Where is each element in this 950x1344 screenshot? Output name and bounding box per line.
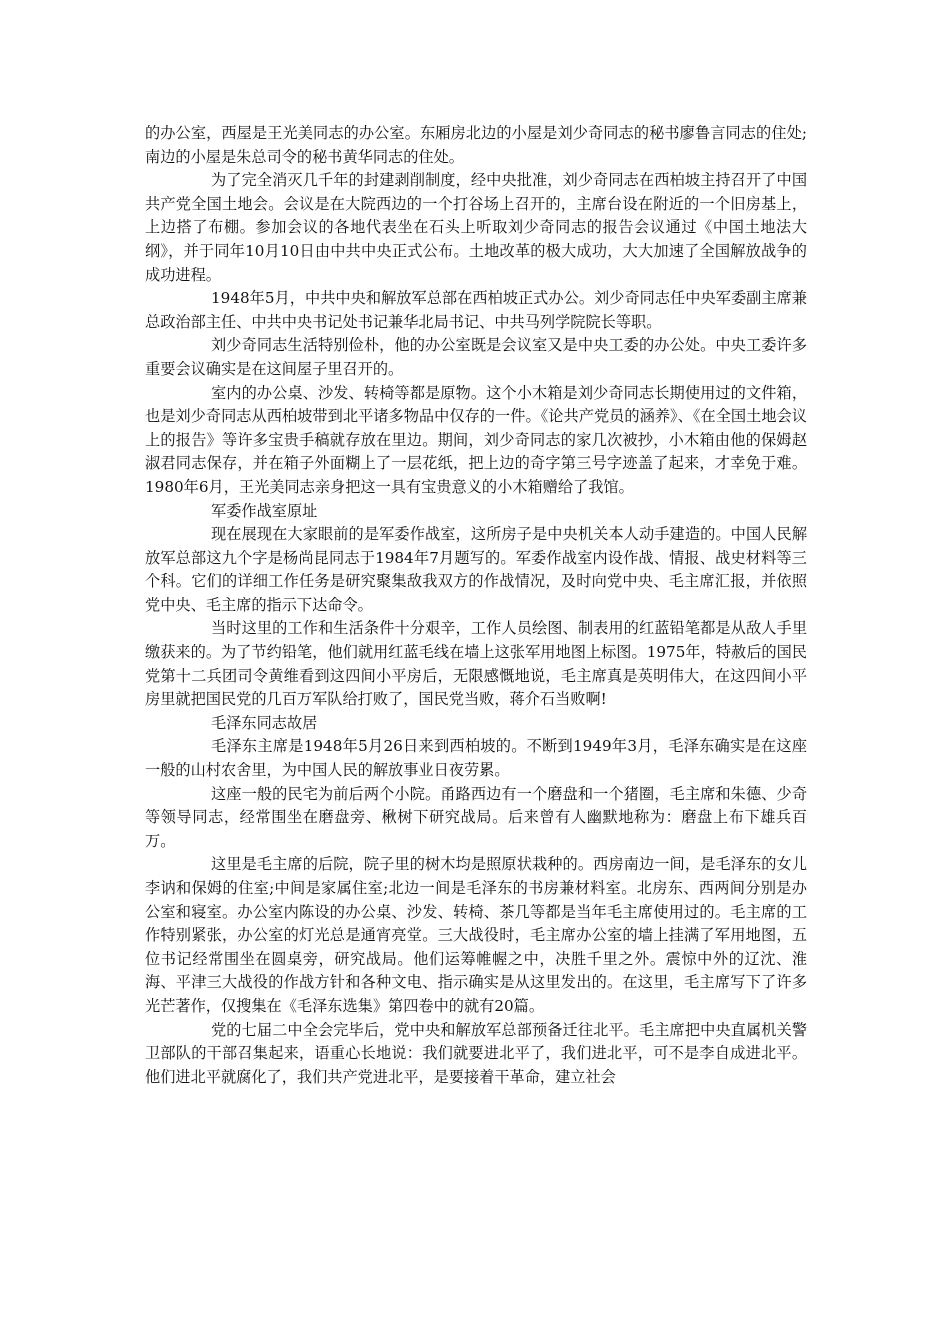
- paragraph-4: 刘少奇同志生活特别俭朴，他的办公室既是会议室又是中央工委的办公处。中央工委许多重要会议确实是在这间屋子里召开的。: [145, 336, 807, 378]
- paragraph-3: 1948年5月，中共中央和解放军总部在西柏坡正式办公。刘少奇同志任中央军委副主席兼总政治部主任、中共中央书记处书记兼华北局书记、中共马列学院院长等职。: [145, 289, 807, 331]
- paragraph-1: 的办公室，西屋是王光美同志的办公室。东厢房北边的小屋是刘少奇同志的秘书廖鲁言同志的住处;南边的小屋是朱总司令的秘书黄华同志的住处。: [145, 124, 807, 166]
- document-body: [145, 122, 807, 1089]
- section-heading-war-room: 军委作战室原址: [211, 501, 318, 520]
- paragraph-6: 现在展现在大家眼前的是军委作战室，这所房子是中央机关本人动手建造的。中国人民解放军总部这九个字是杨尚昆同志于1984年7月题写的。军委作战室内设作战、情报、战史材料等三个科。它们的详细工作任务是研究聚集敌我双方的作战情况，及时向党中央、毛主席汇报，并依照党中央、毛主席的指示下达命令。: [145, 525, 807, 614]
- paragraph-10: 这里是毛主席的后院，院子里的树木均是照原状栽种的。西房南边一间，是毛泽东的女儿李讷和保姆的住室;中间是家属住室;北边一间是毛泽东的书房兼材料室。北房东、西两间分别是办公室和寝室。办公室内陈设的办公桌、沙发、转椅、茶几等都是当年毛主席使用过的。毛主席的工作特别紧张，办公室的灯光总是通宵亮堂。三大战役时，毛主席办公室的墙上挂满了军用地图，五位书记经常围坐在圆桌旁，研究战局。他们运筹帷幄之中，决胜千里之外。震惊中外的辽沈、淮海、平津三大战役的作战方针和各种文电、指示确实是从这里发出的。在这里，毛主席写下了许多光芒著作，仅搜集在《毛泽东选集》第四卷中的就有20篇。: [145, 855, 807, 1015]
- section-heading-mao-residence: 毛泽东同志故居: [211, 713, 318, 732]
- paragraph-9: 这座一般的民宅为前后两个小院。甬路西边有一个磨盘和一个猪圈，毛主席和朱德、少奇等领导同志，经常围坐在磨盘旁、楸树下研究战局。后来曾有人幽默地称为：磨盘上布下雄兵百万。: [145, 784, 807, 850]
- paragraph-11: 党的七届二中全会完毕后，党中央和解放军总部预备迁往北平。毛主席把中央直属机关警卫部队的干部召集起来，语重心长地说：我们就要进北平了，我们进北平，可不是李自成进北平。他们进北平就腐化了，我们共产党进北平，是要接着干革命，建立社会: [145, 1020, 807, 1086]
- paragraph-2: 为了完全消灭几千年的封建剥削制度，经中央批准，刘少奇同志在西柏坡主持召开了中国共产党全国土地会。会议是在大院西边的一个打谷场上召开的，主席台设在附近的一个旧房基上，上边搭了布棚。参加会议的各地代表坐在石头上听取刘少奇同志的报告会议通过《中国土地法大纲》，并于同年10月10日由中共中央正式公布。土地改革的极大成功，大大加速了全国解放战争的成功进程。: [145, 171, 807, 284]
- paragraph-8: 毛泽东主席是1948年5月26日来到西柏坡的。不断到1949年3月，毛泽东确实是在这座一般的山村农舍里，为中国人民的解放事业日夜劳累。: [145, 737, 807, 780]
- paragraph-7: 当时这里的工作和生活条件十分艰辛，工作人员绘图、制表用的红蓝铅笔都是从敌人手里缴获来的。为了节约铅笔，他们就用红蓝毛线在墙上这张军用地图上标图。1975年，特赦后的国民党第十二兵团司令黄维看到这四间小平房后，无限感慨地说，毛主席真是英明伟大，在这四间小平房里就把国民党的几百万军队给打败了，国民党当败，蒋介石当败啊!: [145, 619, 807, 709]
- paragraph-5: 室内的办公桌、沙发、转椅等都是原物。这个小木箱是刘少奇同志长期使用过的文件箱，也是刘少奇同志从西柏坡带到北平诸多物品中仅存的一件。《论共产党员的涵养》、《在全国土地会议上的报告》等许多宝贵手稿就存放在里边。期间，刘少奇同志的家几次被抄，小木箱由他的保姆赵淑君同志保存，并在箱子外面糊上了一层花纸，把上边的奇字第三号字迹盖了起来，才幸免于难。1980年6月，王光美同志亲身把这一具有宝贵意义的小木箱赠给了我馆。: [145, 383, 807, 496]
